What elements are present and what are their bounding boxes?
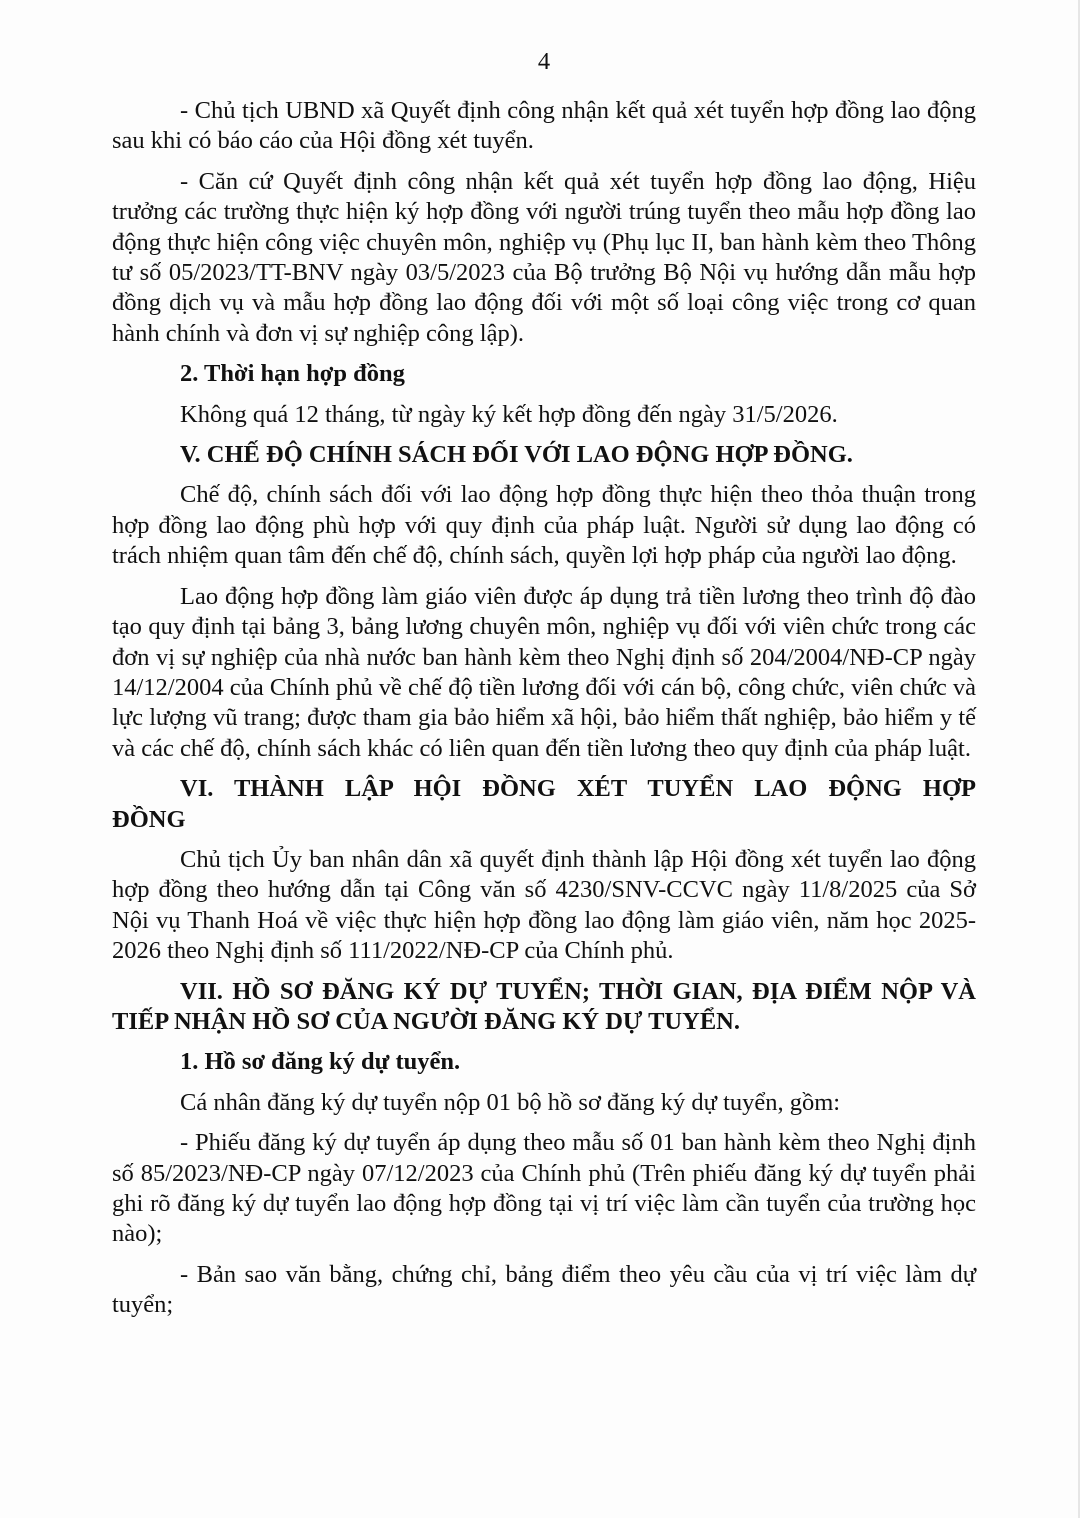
- paragraph-sign-contract: - Căn cứ Quyết định công nhận kết quả xét tuyển hợp đồng lao động, Hiệu trưởng các trường thực hiện ký hợp đồng với người trúng tuyển theo mẫu hợp đồng lao động thực hiện công việc chuyên môn, nghiệp vụ (Phụ lục II, ban hành kèm theo Thông tư số 05/2023/TT-BNV ngày 03/5/2023 của Bộ trưởng Bộ Nội vụ hướng dẫn mẫu hợp đồng dịch vụ và mẫu hợp đồng lao động đối với một số loại công việc trong cơ quan hành chính và đơn vị sự nghiệp công lập).: [112, 167, 976, 347]
- subheading-contract-duration: 2. Thời hạn hợp đồng: [180, 360, 405, 388]
- subheading-application-file: 1. Hồ sơ đăng ký dự tuyển.: [180, 1048, 461, 1076]
- paragraph-registration-form: - Phiếu đăng ký dự tuyển áp dụng theo mẫu số 01 ban hành kèm theo Nghị định số 85/2023/NĐ-CP ngày 07/12/2023 của Chính phủ (Trên phiếu đăng ký dự tuyển phải ghi rõ đăng ký dự tuyển lao động hợp đồng tại vị trí việc làm cần tuyển của trường học nào);: [112, 1129, 976, 1248]
- page-number: 4: [537, 48, 551, 75]
- section-heading-vii: VII. HỒ SƠ ĐĂNG KÝ DỰ TUYỂN; THỜI GIAN, ĐỊA ĐIỂM NỘP VÀ TIẾP NHẬN HỒ SƠ CỦA NGƯỜI ĐĂNG KÝ DỰ TUYỂN.: [112, 977, 976, 1035]
- section-heading-v: V. CHẾ ĐỘ CHÍNH SÁCH ĐỐI VỚI LAO ĐỘNG HỢP ĐỒNG.: [180, 441, 853, 469]
- paragraph-duration: Không quá 12 tháng, từ ngày ký kết hợp đồng đến ngày 31/5/2026.: [180, 400, 838, 428]
- document-content: [112, 44, 976, 1331]
- paragraph-application-intro: Cá nhân đăng ký dự tuyển nộp 01 bộ hồ sơ đăng ký dự tuyển, gồm:: [180, 1088, 841, 1116]
- paragraph-certificates: - Bản sao văn bằng, chứng chỉ, bảng điểm theo yêu cầu của vị trí việc làm dự tuyển;: [112, 1260, 976, 1319]
- paragraph-policy: Chế độ, chính sách đối với lao động hợp đồng thực hiện theo thỏa thuận trong hợp đồng lao động phù hợp với quy định của pháp luật. Người sử dụng lao động có trách nhiệm quan tâm đến chế độ, chính sách, quyền lợi hợp pháp của người lao động.: [112, 481, 976, 570]
- section-heading-vi: VI. THÀNH LẬP HỘI ĐỒNG XÉT TUYỂN LAO ĐỘNG HỢP ĐỒNG: [112, 775, 976, 833]
- paragraph-salary: Lao động hợp đồng làm giáo viên được áp dụng trả tiền lương theo trình độ đào tạo quy định tại bảng 3, bảng lương chuyên môn, nghiệp vụ đối với viên chức trong các đơn vị sự nghiệp của nhà nước ban hành kèm theo Nghị định số 204/2004/NĐ-CP ngày 14/12/2004 của Chính phủ về chế độ tiền lương đối với cán bộ, công chức, viên chức và lực lượng vũ trang; được tham gia bảo hiểm xã hội, bảo hiểm thất nghiệp, bảo hiểm y tế và các chế độ, chính sách khác có liên quan đến tiền lương theo quy định của pháp luật.: [112, 582, 976, 762]
- paragraph-chairman-decision: - Chủ tịch UBND xã Quyết định công nhận kết quả xét tuyển hợp đồng lao động sau khi có báo cáo của Hội đồng xét tuyển.: [112, 97, 976, 155]
- paragraph-council: Chủ tịch Ủy ban nhân dân xã quyết định thành lập Hội đồng xét tuyển lao động hợp đồng theo hướng dẫn tại Công văn số 4230/SNV-CCVC ngày 11/8/2025 của Sở Nội vụ Thanh Hoá về việc thực hiện hợp đồng lao động làm giáo viên, năm học 2025-2026 theo Nghị định số 111/2022/NĐ-CP của Chính phủ.: [112, 845, 976, 965]
